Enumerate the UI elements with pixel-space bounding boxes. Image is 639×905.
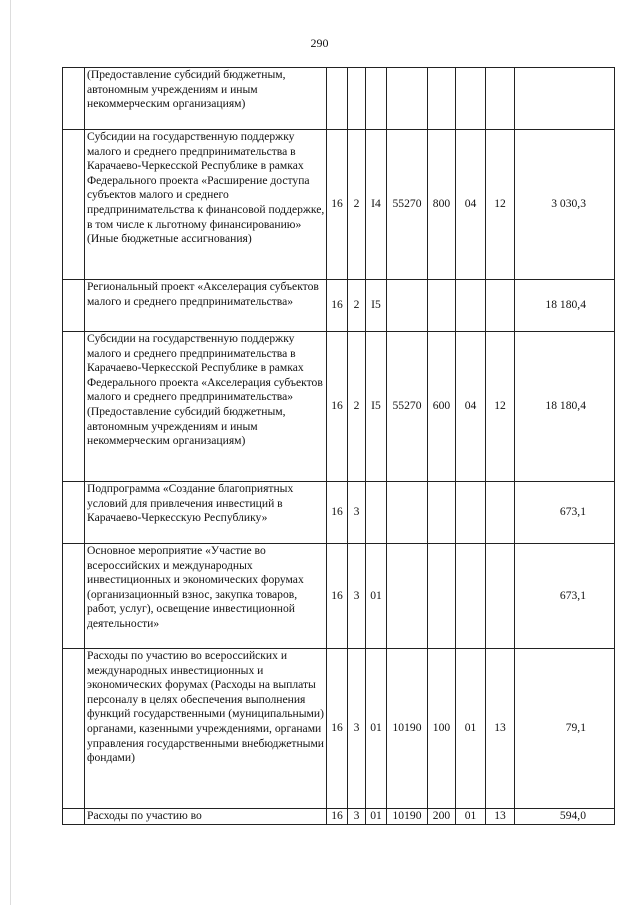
row-amount-cell: 3 030,3 [515, 130, 615, 280]
row-section-cell: 01 [456, 809, 486, 825]
row-activity-cell: I5 [366, 332, 387, 482]
table-row [63, 544, 615, 649]
scan-edge [10, 0, 11, 905]
table-row [63, 68, 615, 130]
row-number-cell [63, 68, 85, 130]
row-subsection-cell: 12 [486, 130, 515, 280]
row-direction-cell [387, 280, 428, 332]
row-direction-cell [387, 482, 428, 544]
row-number-cell [63, 649, 85, 809]
row-subprogram-cell: 3 [348, 482, 366, 544]
row-activity-cell: 01 [366, 649, 387, 809]
row-subsection-cell: 13 [486, 809, 515, 825]
row-activity-cell: 01 [366, 544, 387, 649]
row-subsection-cell [486, 544, 515, 649]
row-name-cell: Основное мероприятие «Участие во всероссийских и международных инвестиционных и экономических форумах (организационный взнос, закупка товаров, работ, услуг), освещение инвестиционной деятельности» [85, 544, 327, 649]
row-subsection-cell [486, 280, 515, 332]
row-section-cell [456, 68, 486, 130]
row-amount-cell: 673,1 [515, 544, 615, 649]
row-subprogram-cell [348, 68, 366, 130]
row-amount-cell [515, 68, 615, 130]
row-program-cell: 16 [327, 332, 348, 482]
row-expense-type-cell: 800 [428, 130, 456, 280]
row-expense-type-cell [428, 544, 456, 649]
row-direction-cell: 10190 [387, 649, 428, 809]
row-direction-cell: 55270 [387, 130, 428, 280]
row-subsection-cell [486, 68, 515, 130]
row-number-cell [63, 809, 85, 825]
row-subprogram-cell: 3 [348, 544, 366, 649]
row-expense-type-cell: 600 [428, 332, 456, 482]
row-amount-cell: 79,1 [515, 649, 615, 809]
table-body [63, 68, 615, 825]
row-section-cell: 04 [456, 332, 486, 482]
row-section-cell: 04 [456, 130, 486, 280]
row-expense-type-cell [428, 68, 456, 130]
row-section-cell [456, 280, 486, 332]
row-activity-cell: I4 [366, 130, 387, 280]
row-program-cell [327, 68, 348, 130]
row-program-cell: 16 [327, 130, 348, 280]
row-name-cell: Региональный проект «Акселерация субъектов малого и среднего предпринимательства» [85, 280, 327, 332]
row-program-cell: 16 [327, 482, 348, 544]
row-number-cell [63, 482, 85, 544]
row-direction-cell [387, 68, 428, 130]
row-program-cell: 16 [327, 649, 348, 809]
row-direction-cell [387, 544, 428, 649]
row-subsection-cell [486, 482, 515, 544]
row-amount-cell: 594,0 [515, 809, 615, 825]
row-activity-cell: I5 [366, 280, 387, 332]
row-activity-cell [366, 68, 387, 130]
row-subprogram-cell: 3 [348, 809, 366, 825]
row-activity-cell [366, 482, 387, 544]
row-number-cell [63, 130, 85, 280]
table-row [63, 649, 615, 809]
row-subsection-cell: 13 [486, 649, 515, 809]
row-expense-type-cell [428, 482, 456, 544]
row-name-cell: Субсидии на государственную поддержку малого и среднего предпринимательства в Карачаево-Черкесской Республике в рамках Федерального проекта «Акселерация субъектов малого и среднего предпринимательства» (Предоставление субсидий бюджетным, автономным учреждениям и иным некоммерческим организациям) [85, 332, 327, 482]
row-amount-cell: 18 180,4 [515, 332, 615, 482]
row-expense-type-cell [428, 280, 456, 332]
row-number-cell [63, 544, 85, 649]
row-number-cell [63, 332, 85, 482]
row-direction-cell: 55270 [387, 332, 428, 482]
row-section-cell [456, 482, 486, 544]
table-row [63, 130, 615, 280]
table-row [63, 482, 615, 544]
row-subprogram-cell: 2 [348, 332, 366, 482]
table-row [63, 280, 615, 332]
row-section-cell: 01 [456, 649, 486, 809]
row-subprogram-cell: 2 [348, 280, 366, 332]
row-subprogram-cell: 3 [348, 649, 366, 809]
row-expense-type-cell: 200 [428, 809, 456, 825]
row-name-cell: Субсидии на государственную поддержку малого и среднего предпринимательства в Карачаево-Черкесской Республике в рамках Федерального проекта «Расширение доступа субъектов малого и среднего предпринимательства к финансовой поддержке, в том числе к льготному финансированию» (Иные бюджетные ассигнования) [85, 130, 327, 280]
table-row [63, 332, 615, 482]
row-name-cell: (Предоставление субсидий бюджетным, автономным учреждениям и иным некоммерческим организациям) [85, 68, 327, 130]
row-direction-cell: 10190 [387, 809, 428, 825]
table-row [63, 809, 615, 825]
budget-table [62, 67, 615, 825]
row-section-cell [456, 544, 486, 649]
row-program-cell: 16 [327, 809, 348, 825]
row-amount-cell: 673,1 [515, 482, 615, 544]
row-name-cell: Подпрограмма «Создание благоприятных условий для привлечения инвестиций в Карачаево-Черкесскую Республику» [85, 482, 327, 544]
row-name-cell: Расходы по участию во [85, 809, 327, 825]
row-subprogram-cell: 2 [348, 130, 366, 280]
row-program-cell: 16 [327, 280, 348, 332]
row-expense-type-cell: 100 [428, 649, 456, 809]
row-amount-cell: 18 180,4 [515, 280, 615, 332]
row-activity-cell: 01 [366, 809, 387, 825]
row-name-cell: Расходы по участию во всероссийских и международных инвестиционных и экономических форумах (Расходы на выплаты персоналу в целях обеспечения выполнения функций государственными (муниципальными) органами, казенными учреждениями, органами управления государственными внебюджетными фондами) [85, 649, 327, 809]
row-subsection-cell: 12 [486, 332, 515, 482]
page-number: 290 [310, 36, 329, 50]
row-number-cell [63, 280, 85, 332]
row-program-cell: 16 [327, 544, 348, 649]
